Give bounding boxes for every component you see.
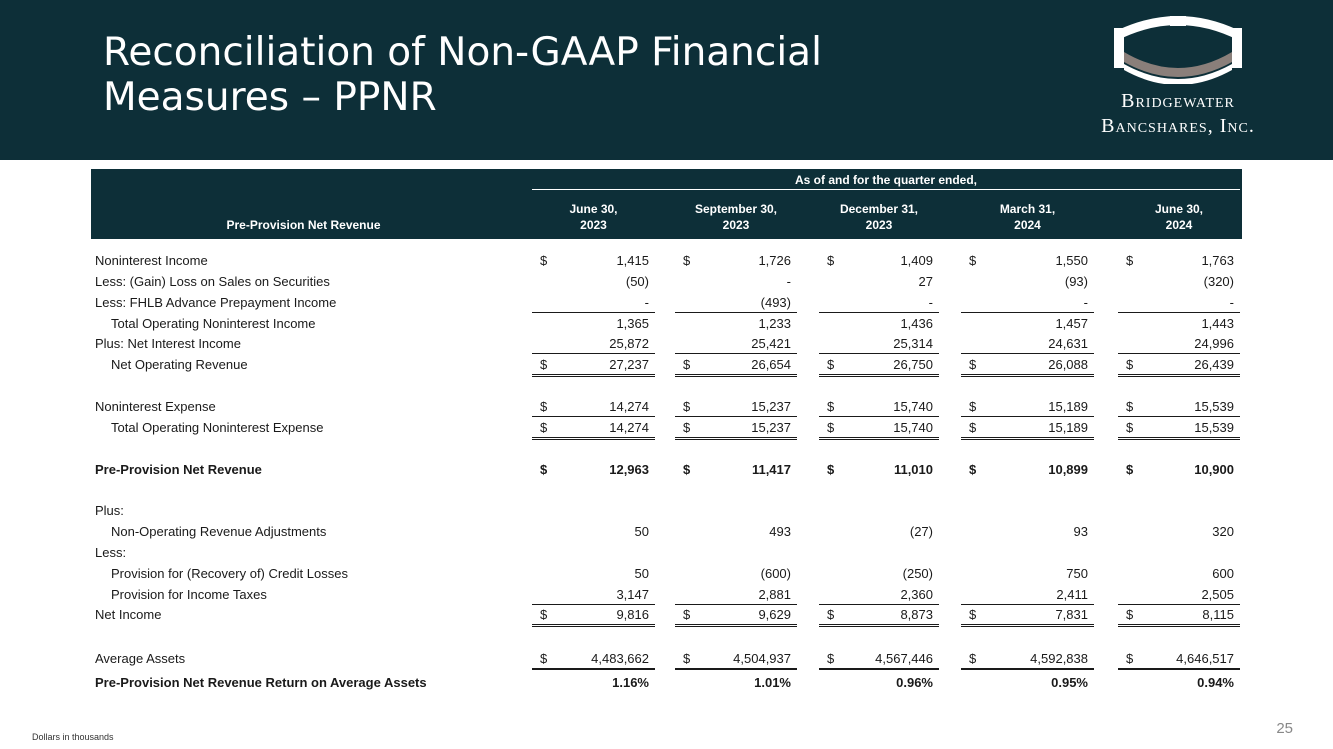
cell-value: 10,899 <box>1048 462 1088 477</box>
column-header-line2: 2023 <box>722 218 750 232</box>
page-title-line2: Measures – PPNR <box>103 75 437 120</box>
cell-value: 9,629 <box>758 607 791 622</box>
dollar-sign: $ <box>540 357 548 372</box>
cell-value: 25,314 <box>893 336 933 351</box>
cell-value: 4,483,662 <box>591 651 649 666</box>
cell-value: 50 <box>634 566 649 581</box>
table-row <box>91 272 1242 292</box>
table-row <box>91 564 1242 584</box>
dollar-sign: $ <box>683 253 691 268</box>
dollar-sign: $ <box>969 357 977 372</box>
table-cell <box>1118 272 1240 291</box>
cell-value: 4,567,446 <box>875 651 933 666</box>
table-cell <box>819 605 939 627</box>
cell-value: (50) <box>625 274 649 289</box>
cell-value: (320) <box>1203 274 1234 289</box>
cell-value: 0.96% <box>896 675 933 690</box>
table-cell <box>675 314 797 333</box>
table-cell <box>532 418 655 440</box>
table-cell <box>532 334 655 354</box>
header-banner <box>0 0 1333 160</box>
table-cell <box>819 397 939 417</box>
table-cell <box>961 460 1094 479</box>
cell-value: 10,900 <box>1194 462 1234 477</box>
table-cell <box>1118 334 1240 354</box>
company-name-line1: Bridgewater <box>1121 90 1235 112</box>
table-cell <box>675 522 797 541</box>
dollar-sign: $ <box>969 399 977 414</box>
column-header-line2: 2023 <box>580 218 607 232</box>
dollar-sign: $ <box>540 607 548 622</box>
table-cell <box>819 251 939 270</box>
cell-value: 26,088 <box>1048 357 1088 372</box>
table-cell <box>1118 522 1240 541</box>
row-label: Plus: <box>95 503 124 518</box>
cell-value: 1,443 <box>1201 316 1234 331</box>
column-header-line1: September 30, <box>694 202 778 216</box>
dollar-sign: $ <box>683 462 691 477</box>
dollar-sign: $ <box>683 357 691 372</box>
cell-value: 2,881 <box>758 587 791 602</box>
cell-value: 11,417 <box>751 462 791 477</box>
table-row <box>91 522 1242 542</box>
row-label: Less: <box>95 545 127 560</box>
page-title-line1: Reconciliation of Non-GAAP Financial <box>103 30 822 75</box>
table-cell <box>675 334 797 354</box>
footnote: Dollars in thousands <box>32 732 114 742</box>
cell-value: (250) <box>902 566 933 581</box>
dollar-sign: $ <box>827 462 835 477</box>
table-cell <box>532 605 655 627</box>
cell-value: 12,963 <box>609 462 649 477</box>
dollar-sign: $ <box>969 420 977 435</box>
dollar-sign: $ <box>683 651 691 666</box>
cell-value: 26,654 <box>751 357 791 372</box>
table-cell <box>961 585 1094 605</box>
cell-value: 15,740 <box>893 399 933 414</box>
table-cell <box>819 418 939 440</box>
dollar-sign: $ <box>1126 253 1134 268</box>
cell-value: 27,237 <box>609 357 649 372</box>
table-cell <box>675 649 797 670</box>
table-cell <box>675 673 797 692</box>
table-cell <box>675 251 797 270</box>
row-label: Total Operating Noninterest Expense <box>111 420 324 435</box>
table-cell <box>1118 314 1240 333</box>
cell-value: 27 <box>918 274 933 289</box>
cell-value: 50 <box>634 524 649 539</box>
table-cell <box>1118 418 1240 440</box>
cell-value: 1,233 <box>758 316 791 331</box>
row-label: Less: (Gain) Loss on Sales on Securities <box>95 274 330 289</box>
cell-value: 1,763 <box>1201 253 1234 268</box>
dollar-sign: $ <box>827 399 835 414</box>
cell-value: 26,439 <box>1194 357 1234 372</box>
cell-value: - <box>1229 295 1234 310</box>
table-cell <box>1118 397 1240 417</box>
cell-value: 11,010 <box>893 462 933 477</box>
table-cell <box>1118 251 1240 270</box>
table-cell <box>675 564 797 583</box>
cell-value: 1,550 <box>1055 253 1088 268</box>
table-cell <box>675 397 797 417</box>
table-cell <box>819 522 939 541</box>
dollar-sign: $ <box>540 651 548 666</box>
quarter-group-header: As of and for the quarter ended, <box>532 171 1240 190</box>
table-cell <box>961 272 1094 291</box>
dollar-sign: $ <box>540 420 548 435</box>
dollar-sign: $ <box>1126 651 1134 666</box>
cell-value: 9,816 <box>616 607 649 622</box>
column-header <box>532 201 655 233</box>
table-cell <box>675 605 797 627</box>
page-title <box>103 30 1003 120</box>
page-number: 25 <box>1276 720 1293 737</box>
table-cell <box>532 272 655 291</box>
cell-value: 1,365 <box>616 316 649 331</box>
row-label: Average Assets <box>95 651 186 666</box>
dollar-sign: $ <box>969 253 977 268</box>
table-row <box>91 460 1242 480</box>
cell-value: 1,436 <box>900 316 933 331</box>
table-cell <box>675 272 797 291</box>
row-label: Provision for Income Taxes <box>111 587 267 602</box>
company-name <box>1068 89 1288 139</box>
table-cell <box>675 460 797 479</box>
table-row <box>91 251 1242 271</box>
dollar-sign: $ <box>1126 607 1134 622</box>
cell-value: 26,750 <box>893 357 933 372</box>
cell-value: 2,360 <box>900 587 933 602</box>
dollar-sign: $ <box>827 651 835 666</box>
dollar-sign: $ <box>827 420 835 435</box>
cell-value: 3,147 <box>616 587 649 602</box>
cell-value: 4,592,838 <box>1030 651 1088 666</box>
column-header-line2: 2024 <box>1165 218 1193 232</box>
row-label: Less: FHLB Advance Prepayment Income <box>95 295 337 310</box>
column-header <box>961 201 1094 233</box>
table-cell <box>961 418 1094 440</box>
table-cell <box>1118 460 1240 479</box>
table-cell <box>961 293 1094 313</box>
cell-value: (27) <box>909 524 933 539</box>
cell-value: 2,411 <box>1056 587 1088 602</box>
cell-value: - <box>1083 295 1088 310</box>
cell-value: 25,872 <box>609 336 649 351</box>
cell-value: (93) <box>1064 274 1088 289</box>
table-cell <box>819 585 939 605</box>
table-cell <box>532 251 655 270</box>
table-header <box>91 169 1242 239</box>
cell-value: 1.01% <box>754 675 791 690</box>
company-name-line2: Bancshares, Inc. <box>1101 115 1255 137</box>
row-label: Net Operating Revenue <box>111 357 248 372</box>
table-cell <box>961 314 1094 333</box>
cell-value: 1,415 <box>616 253 649 268</box>
table-cell <box>532 397 655 417</box>
dollar-sign: $ <box>540 253 548 268</box>
table-cell <box>532 355 655 377</box>
dollar-sign: $ <box>1126 357 1134 372</box>
table-cell <box>675 293 797 313</box>
cell-value: 24,996 <box>1194 336 1234 351</box>
column-header <box>819 201 939 233</box>
table-cell <box>675 585 797 605</box>
cell-value: 14,274 <box>609 399 649 414</box>
cell-value: - <box>644 295 649 310</box>
table-row <box>91 585 1242 605</box>
cell-value: 15,740 <box>893 420 933 435</box>
table-cell <box>819 673 939 692</box>
dollar-sign: $ <box>1126 399 1134 414</box>
table-cell <box>532 460 655 479</box>
cell-value: (493) <box>760 295 791 310</box>
table-cell <box>532 649 655 670</box>
table-cell <box>961 397 1094 417</box>
cell-value: 15,189 <box>1048 420 1088 435</box>
dollar-sign: $ <box>683 420 691 435</box>
table-row <box>91 418 1242 438</box>
bridge-logo-icon <box>1110 16 1246 84</box>
dollar-sign: $ <box>540 462 548 477</box>
table-cell <box>819 293 939 313</box>
table-row <box>91 334 1242 354</box>
company-logo <box>1068 16 1288 146</box>
cell-value: 25,421 <box>751 336 791 351</box>
column-header <box>1118 201 1240 233</box>
table-cell <box>675 418 797 440</box>
table-cell <box>1118 605 1240 627</box>
dollar-sign: $ <box>827 357 835 372</box>
table-row <box>91 605 1242 625</box>
table-cell <box>532 522 655 541</box>
cell-value: 15,237 <box>751 420 791 435</box>
row-label: Pre-Provision Net Revenue Return on Average Assets <box>95 675 427 690</box>
table-row <box>91 501 1242 521</box>
cell-value: 15,237 <box>751 399 791 414</box>
cell-value: 8,115 <box>1202 607 1234 622</box>
cell-value: 4,646,517 <box>1176 651 1234 666</box>
table-cell <box>961 522 1094 541</box>
column-header-line1: June 30, <box>1154 202 1204 216</box>
table-cell <box>1118 564 1240 583</box>
table-cell <box>1118 355 1240 377</box>
column-header <box>675 201 797 233</box>
table-cell <box>1118 585 1240 605</box>
column-header-line1: December 31, <box>839 202 919 216</box>
row-label: Noninterest Expense <box>95 399 216 414</box>
table-cell <box>961 251 1094 270</box>
cell-value: - <box>786 274 791 289</box>
table-cell <box>819 564 939 583</box>
dollar-sign: $ <box>683 607 691 622</box>
cell-value: 2,505 <box>1201 587 1234 602</box>
table-cell <box>961 564 1094 583</box>
row-label: Total Operating Noninterest Income <box>111 316 316 331</box>
cell-value: 600 <box>1212 566 1234 581</box>
table-row <box>91 314 1242 334</box>
row-label-header: Pre-Provision Net Revenue <box>226 218 381 232</box>
cell-value: 320 <box>1212 524 1234 539</box>
row-label: Pre-Provision Net Revenue <box>95 462 262 477</box>
cell-value: 24,631 <box>1048 336 1088 351</box>
table-cell <box>961 673 1094 692</box>
table-cell <box>819 649 939 670</box>
dollar-sign: $ <box>1126 420 1134 435</box>
row-label: Net Income <box>95 607 162 622</box>
table-cell <box>961 649 1094 670</box>
cell-value: 750 <box>1066 566 1088 581</box>
column-header-line2: 2023 <box>865 218 893 232</box>
table-cell <box>675 355 797 377</box>
table-cell <box>532 673 655 692</box>
dollar-sign: $ <box>969 651 977 666</box>
table-row <box>91 543 1242 563</box>
row-label: Provision for (Recovery of) Credit Losses <box>111 566 348 581</box>
dollar-sign: $ <box>1126 462 1134 477</box>
cell-value: 493 <box>769 524 791 539</box>
cell-value: 15,189 <box>1048 399 1088 414</box>
table-cell <box>532 585 655 605</box>
cell-value: 15,539 <box>1194 399 1234 414</box>
table-row <box>91 397 1242 417</box>
cell-value: 0.94% <box>1197 675 1234 690</box>
table-row <box>91 355 1242 375</box>
table-row <box>91 293 1242 313</box>
table-cell <box>532 314 655 333</box>
table-cell <box>961 334 1094 354</box>
table-cell <box>1118 293 1240 313</box>
table-cell <box>819 355 939 377</box>
cell-value: 1.16% <box>612 675 649 690</box>
dollar-sign: $ <box>969 462 977 477</box>
cell-value: 15,539 <box>1194 420 1234 435</box>
table-cell <box>819 314 939 333</box>
table-cell <box>1118 649 1240 670</box>
cell-value: 1,409 <box>900 253 933 268</box>
row-label: Plus: Net Interest Income <box>95 336 241 351</box>
column-header-line2: 2024 <box>1014 218 1041 232</box>
dollar-sign: $ <box>827 253 835 268</box>
table-row <box>91 673 1242 693</box>
table-row <box>91 649 1242 669</box>
cell-value: 1,457 <box>1055 316 1088 331</box>
table-cell <box>819 460 939 479</box>
table-cell <box>1118 673 1240 692</box>
cell-value: 1,726 <box>758 253 791 268</box>
cell-value: 0.95% <box>1051 675 1088 690</box>
table-cell <box>532 564 655 583</box>
cell-value: 4,504,937 <box>733 651 791 666</box>
column-header-line1: March 31, <box>999 202 1056 216</box>
table-cell <box>532 293 655 313</box>
cell-value: 14,274 <box>609 420 649 435</box>
row-label: Non-Operating Revenue Adjustments <box>111 524 327 539</box>
table-cell <box>819 334 939 354</box>
column-header-line1: June 30, <box>569 202 618 216</box>
cell-value: 93 <box>1073 524 1088 539</box>
dollar-sign: $ <box>827 607 835 622</box>
cell-value: 8,873 <box>900 607 933 622</box>
row-label: Noninterest Income <box>95 253 208 268</box>
cell-value: - <box>928 295 933 310</box>
dollar-sign: $ <box>969 607 977 622</box>
table-cell <box>819 272 939 291</box>
table-cell <box>961 355 1094 377</box>
dollar-sign: $ <box>540 399 548 414</box>
cell-value: 7,831 <box>1055 607 1088 622</box>
dollar-sign: $ <box>683 399 691 414</box>
cell-value: (600) <box>760 566 791 581</box>
table-cell <box>961 605 1094 627</box>
